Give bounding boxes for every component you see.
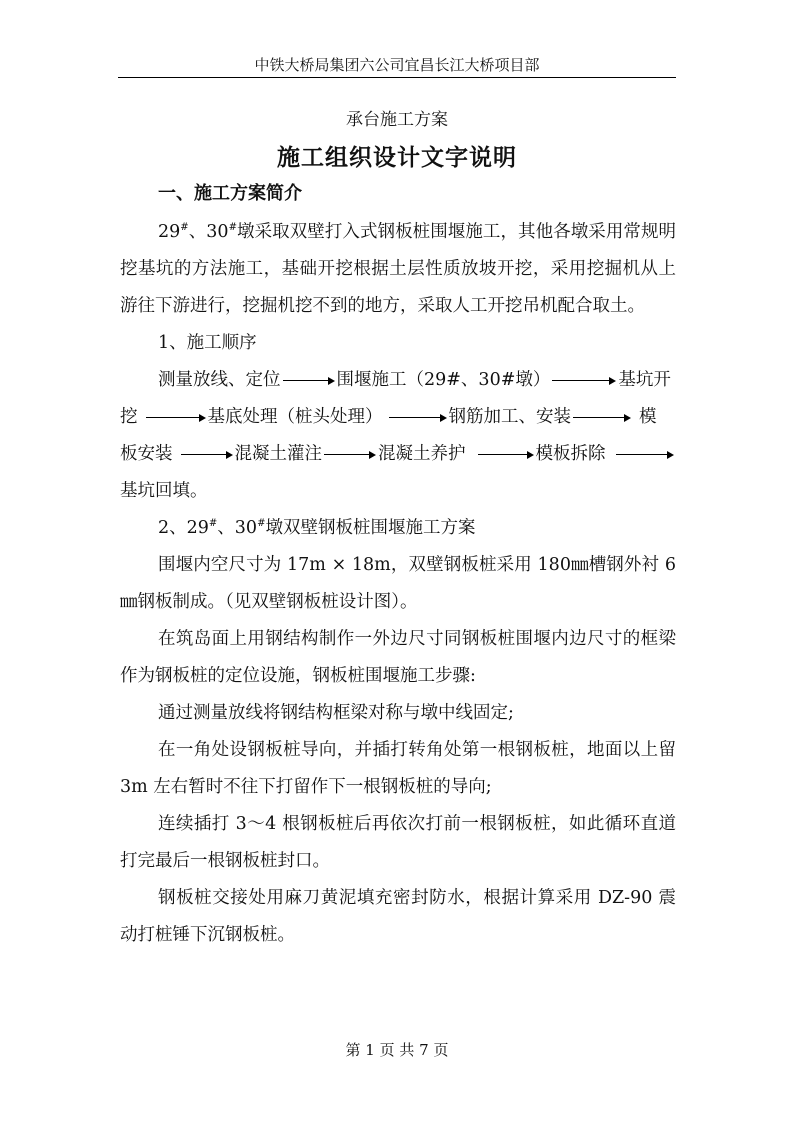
sequence-step: 测量放线、定位 [158,370,281,390]
arrow-right-icon [616,450,674,460]
sequence-line-1 [120,362,676,399]
sequence-step: 混凝土灌注 [234,444,322,464]
page-header: 中铁大桥局集团六公司宜昌长江大桥项目部 [254,56,540,74]
sequence-step: 基坑回填。 [120,481,208,501]
sequence-line-4 [120,473,676,510]
sec2-text-a: 2、29 [158,518,209,538]
sequence-step: 模 [639,407,657,427]
header-divider [118,77,676,78]
paragraph-frame-beam: 在筑岛面上用钢结构制作一外边尺寸同钢板桩围堰内边尺寸的框梁作为钢板桩的定位设施，钢板桩围堰施工步骤: [120,629,676,686]
document-subtitle: 承台施工方案 [346,110,448,130]
paragraph-section2-heading [120,510,676,547]
intro-text-c: 墩采取双壁打入式钢板桩围堰施工，其他各墩采用常规明挖基坑的方法施工，基础开挖根据土层性质放坡开挖，采用挖掘机从上游往下游进行，挖掘机挖不到的地方，采取人工开挖吊机配合取土。 [120,222,677,316]
arrow-right-icon [478,450,534,460]
sequence-step: 模板拆除 [535,444,606,464]
paragraph-step-4: 钢板桩交接处用麻刀黄泥填充密封防水，根据计算采用 DZ-90 震动打桩锤下沉钢板桩。 [120,888,676,945]
arrow-right-icon [146,413,206,423]
section-heading-overview: 一、施工方案简介 [158,183,302,204]
intro-sup-1: # [180,222,189,234]
arrow-right-icon [389,413,447,423]
sequence-line-3 [120,436,676,473]
sequence-step: 混凝土养护 [378,444,466,464]
arrow-right-icon [324,450,376,460]
sequence-step: 挖 [120,407,138,427]
paragraph-step-2: 在一角处设钢板桩导向，并插打转角处第一根钢板桩，地面以上留 3m 左右暂时不往下打留作下一根钢板桩的导向; [120,740,676,797]
sequence-step: 围堰施工（29#、30#墩） [336,370,551,390]
sequence-step: 钢筋加工、安装 [448,407,571,427]
sec2-sup-2: # [257,518,266,530]
paragraph-step-1: 通过测量放线将钢结构框梁对称与墩中线固定; [158,703,514,723]
sequence-step: 基坑开 [618,370,671,390]
arrow-right-icon [573,413,631,423]
sequence-step: 板安装 [120,444,173,464]
arrow-right-icon [283,376,335,386]
intro-sup-2: # [228,222,237,234]
document-body [120,214,676,954]
sequence-line-2 [120,399,676,436]
sec2-sup-1: # [208,518,218,530]
sec2-text-b: 、30 [217,518,258,538]
arrow-right-icon [181,450,233,460]
paragraph-step-3: 连续插打 3～4 根钢板桩后再依次打前一根钢板桩，如此循环直道打完最后一根钢板桩封口。 [120,814,676,871]
intro-text-a: 29 [158,222,181,242]
paragraph-sequence-heading: 1、施工顺序 [158,333,257,353]
sequence-step: 基底处理（桩头处理） [207,407,383,427]
intro-text-b: 、30 [188,222,229,242]
page-footer: 第 1 页 共 7 页 [345,1041,449,1059]
sec2-text-c: 墩双壁钢板桩围堰施工方案 [265,518,476,538]
paragraph-cofferdam-size: 围堰内空尺寸为 17m × 18m，双壁钢板桩采用 180㎜槽钢外衬 6㎜钢板制成。（见双壁钢板桩设计图）。 [120,555,676,612]
arrow-right-icon [552,376,616,386]
paragraph-intro [120,214,676,325]
document-title: 施工组织设计文字说明 [277,144,517,171]
